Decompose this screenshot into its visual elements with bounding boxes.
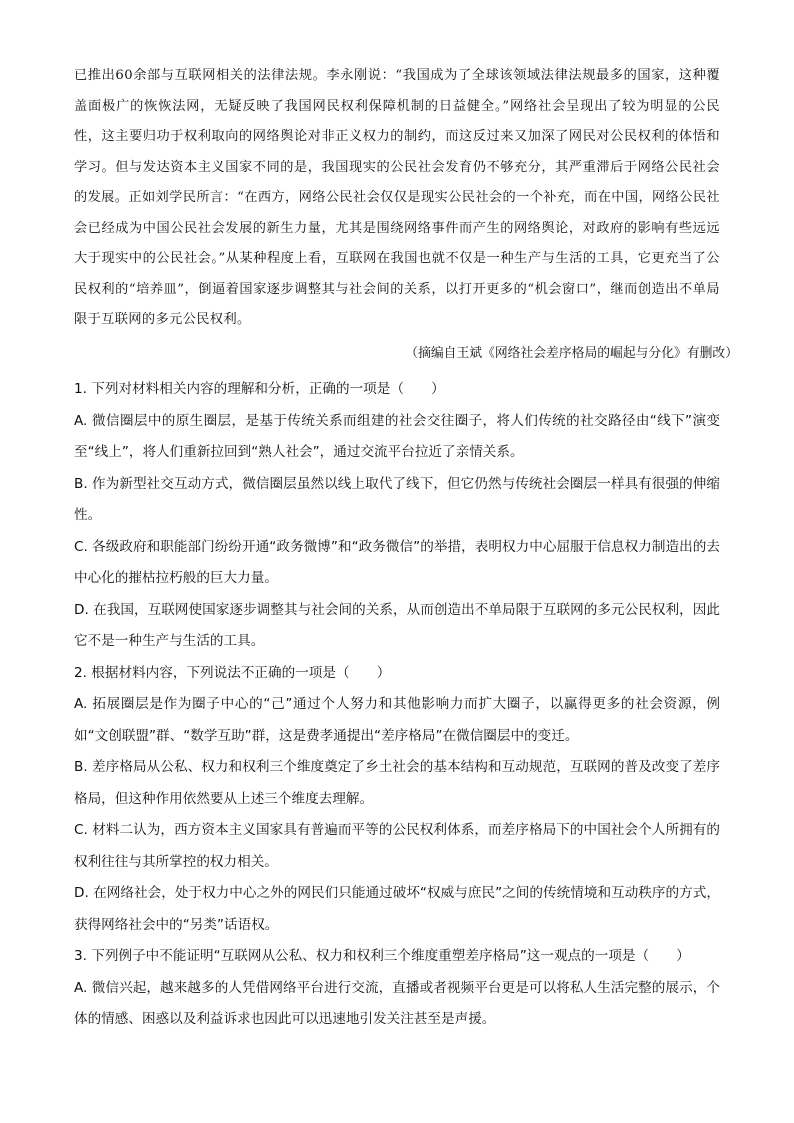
question-1-stem: 1. 下列对材料相关内容的理解和分析，正确的一项是（ ） bbox=[74, 381, 445, 397]
question-2-stem: 2. 根据材料内容，下列说法不正确的一项是（ ） bbox=[74, 664, 391, 681]
question-2-option-b: B. 差序格局从公私、权力和权利三个维度奠定了乡土社会的基本结构和互动规范，互联网的普及改变了差序格局，但这种作用依然要从上述三个维度去理解。 bbox=[74, 759, 720, 807]
question-1 bbox=[74, 374, 720, 658]
question-1-option-c: C. 各级政府和职能部门纷纷开通“政务微博”和“政务微信”的举措，表明权力中心屈服于信息权力制造出的去中心化的摧枯拉朽般的巨大力量。 bbox=[74, 538, 720, 586]
material-paragraph: 已推出60余部与互联网相关的法律法规。李永刚说：“我国成为了全球该领域法律法规最多的国家，这种覆盖面极广的恢恢法网，无疑反映了我国网民权利保障机制的日益健全。”网络社会呈现出了较为明显的公民性，这主要归功于权利取向的网络舆论对非正义权力的制约，而这反过来又加深了网民对公民权利的体悟和学习。但与发达资本主义国家不同的是，我国现实的公民社会发育仍不够充分，其严重滞后于网络公民社会的发展。正如刘学民所言：“在西方，网络公民社会仅仅是现实公民社会的一个补充，而在中国，网络公民社会已经成为中国公民社会发展的新生力量，尤其是围绕网络事件而产生的网络舆论，对政府的影响有些远远大于现实中的公民社会。”从某种程度上看，互联网在我国也就不仅是一种生产与生活的工具，它更充当了公民权利的“培养皿”，倒逼着国家逐步调整其与社会间的关系，以打开更多的“机会窗口”，继而创造出不单局限于互联网的多元公民权利。 bbox=[74, 68, 720, 327]
question-1-option-b: B. 作为新型社交互动方式，微信圈层虽然以线上取代了线下，但它仍然与传统社会圈层一样具有很强的伸缩性。 bbox=[74, 475, 720, 523]
question-list bbox=[74, 374, 720, 1036]
question-3 bbox=[74, 941, 720, 1036]
material-text bbox=[74, 61, 720, 336]
question-2 bbox=[74, 658, 720, 942]
question-3-stem: 3. 下列例子中不能证明“互联网从公私、权力和权利三个维度重塑差序格局”这一观点的一项是（ ） bbox=[74, 948, 690, 964]
question-1-option-a: A. 微信圈层中的原生圈层，是基于传统关系而组建的社会交往圈子，将人们传统的社交路径由“线下”演变至“线上”，将人们重新拉回到“熟人社会”，通过交流平台拉近了亲情关系。 bbox=[74, 412, 720, 460]
question-2-option-d: D. 在网络社会，处于权力中心之外的网民们只能通过破坏“权威与庶民”之间的传统情境和互动秩序的方式，获得网络社会中的“另类”话语权。 bbox=[74, 885, 720, 933]
question-1-option-d: D. 在我国，互联网使国家逐步调整其与社会间的关系，从而创造出不单局限于互联网的多元公民权利，因此它不是一种生产与生活的工具。 bbox=[74, 601, 720, 649]
source-citation: （摘编自王斌《网络社会差序格局的崛起与分化》有删改） bbox=[405, 346, 738, 361]
question-3-option-a: A. 微信兴起，越来越多的人凭借网络平台进行交流，直播或者视频平台更是可以将私人生活完整的展示，个体的情感、困惑以及利益诉求也因此可以迅速地引发关注甚至是声援。 bbox=[74, 979, 720, 1027]
question-2-option-a: A. 拓展圈层是作为圈子中心的“己”通过个人努力和其他影响力而扩大圈子，以赢得更多的社会资源，例如“文创联盟”群、“数学互助”群，这是费孝通提出“差序格局”在微信圈层中的变迁。 bbox=[74, 696, 720, 744]
question-2-option-c: C. 材料二认为，西方资本主义国家具有普遍而平等的公民权利体系，而差序格局下的中国社会个人所拥有的权利往往与其所掌控的权力相关。 bbox=[74, 822, 720, 870]
